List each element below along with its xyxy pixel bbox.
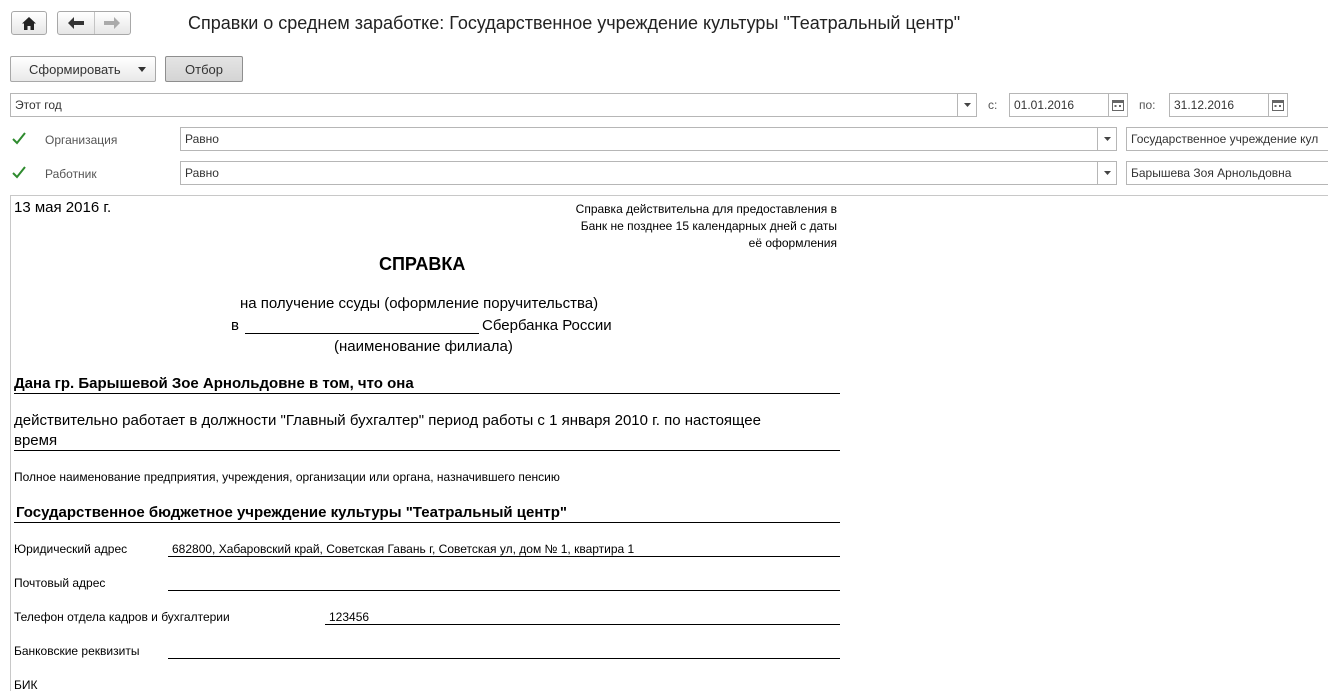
bik-label: БИК [14, 678, 38, 691]
generate-button[interactable] [10, 56, 156, 82]
employee-filter-label: Работник [45, 167, 97, 181]
employment-line-2: время [14, 432, 58, 449]
organization-condition-dropdown[interactable] [1097, 127, 1117, 151]
employment-underline [14, 450, 840, 451]
postal-address-label: Почтовый адрес [14, 576, 106, 590]
organization-filter-checkbox[interactable] [11, 131, 27, 147]
home-button[interactable] [11, 11, 47, 35]
chevron-down-icon [1104, 171, 1111, 175]
employment-line-1: действительно работает в должности "Главный бухгалтер" период работы с 1 января 2010 г. по настоящее [14, 412, 761, 429]
period-from-calendar-button[interactable] [1108, 93, 1128, 117]
bank-branch-blank [245, 333, 479, 334]
organization-value-input[interactable]: Государственное учреждение кул [1126, 127, 1328, 151]
arrow-left-icon [68, 17, 84, 29]
history-nav [57, 11, 131, 35]
organization-condition-select[interactable]: Равно [180, 127, 1098, 151]
forward-button[interactable] [95, 12, 131, 34]
period-from-input[interactable]: 01.01.2016 [1009, 93, 1109, 117]
window-title: Справки о среднем заработке: Государственное учреждение культуры "Театральный центр" [188, 13, 961, 33]
employee-condition-dropdown[interactable] [1097, 161, 1117, 185]
organization-filter-label: Организация [45, 133, 118, 147]
period-to-input[interactable]: 31.12.2016 [1169, 93, 1269, 117]
employee-condition-select[interactable]: Равно [180, 161, 1098, 185]
filter-button[interactable] [165, 56, 243, 82]
phone-label: Телефон отдела кадров и бухгалтерии [14, 610, 230, 624]
org-caption: Полное наименование предприятия, учреждения, организации или органа, назначившего пенсию [14, 470, 560, 484]
period-dropdown-button[interactable] [957, 93, 977, 117]
postal-address-underline [168, 590, 840, 591]
legal-address-label: Юридический адрес [14, 542, 128, 556]
validity-note-line-2: Банк не позднее 15 календарных дней с даты [580, 219, 837, 233]
bank-details-label: Банковские реквизиты [14, 644, 140, 658]
legal-address-value: 682800, Хабаровский край, Советская Гавань г, Советская ул, дом № 1, квартира 1 [172, 542, 635, 556]
generate-button-label: Сформировать [29, 61, 121, 77]
filter-button-label: Отбор [185, 61, 223, 77]
validity-note-line-1: Справка действительна для предоставления в [575, 202, 837, 216]
period-to-label: по: [1139, 98, 1156, 112]
org-name-underline [14, 522, 840, 523]
phone-value: 123456 [329, 610, 370, 624]
chevron-down-icon [138, 67, 146, 72]
chevron-down-icon [964, 103, 971, 107]
phone-underline [325, 624, 840, 625]
chevron-down-icon [1104, 137, 1111, 141]
bank-details-underline [168, 658, 840, 659]
period-to-calendar-button[interactable] [1268, 93, 1288, 117]
document-heading: СПРАВКА [379, 254, 466, 274]
back-button[interactable] [58, 12, 95, 34]
org-name: Государственное бюджетное учреждение культуры "Театральный центр" [16, 504, 568, 521]
branch-hint: (наименование филиала) [334, 338, 513, 355]
legal-address-underline [168, 556, 840, 557]
validity-note-line-3: её оформления [748, 236, 837, 250]
period-from-label: с: [988, 98, 998, 112]
issued-to-underline [14, 393, 840, 394]
document-purpose: на получение ссуды (оформление поручительства) [240, 295, 599, 312]
bank-prefix: в [231, 317, 239, 334]
employee-filter-checkbox[interactable] [11, 165, 27, 181]
document-date: 13 мая 2016 г. [14, 199, 112, 216]
calendar-icon [1112, 100, 1124, 111]
issued-to-line: Дана гр. Барышевой Зое Арнольдовне в том, что она [14, 375, 414, 392]
bank-name: Сбербанка России [482, 317, 612, 334]
period-select[interactable]: Этот год [10, 93, 958, 117]
arrow-right-icon [104, 17, 120, 29]
calendar-icon [1272, 100, 1284, 111]
home-icon [22, 17, 36, 30]
employee-value-input[interactable]: Барышева Зоя Арнольдовна [1126, 161, 1328, 185]
report-document[interactable] [10, 195, 1328, 691]
